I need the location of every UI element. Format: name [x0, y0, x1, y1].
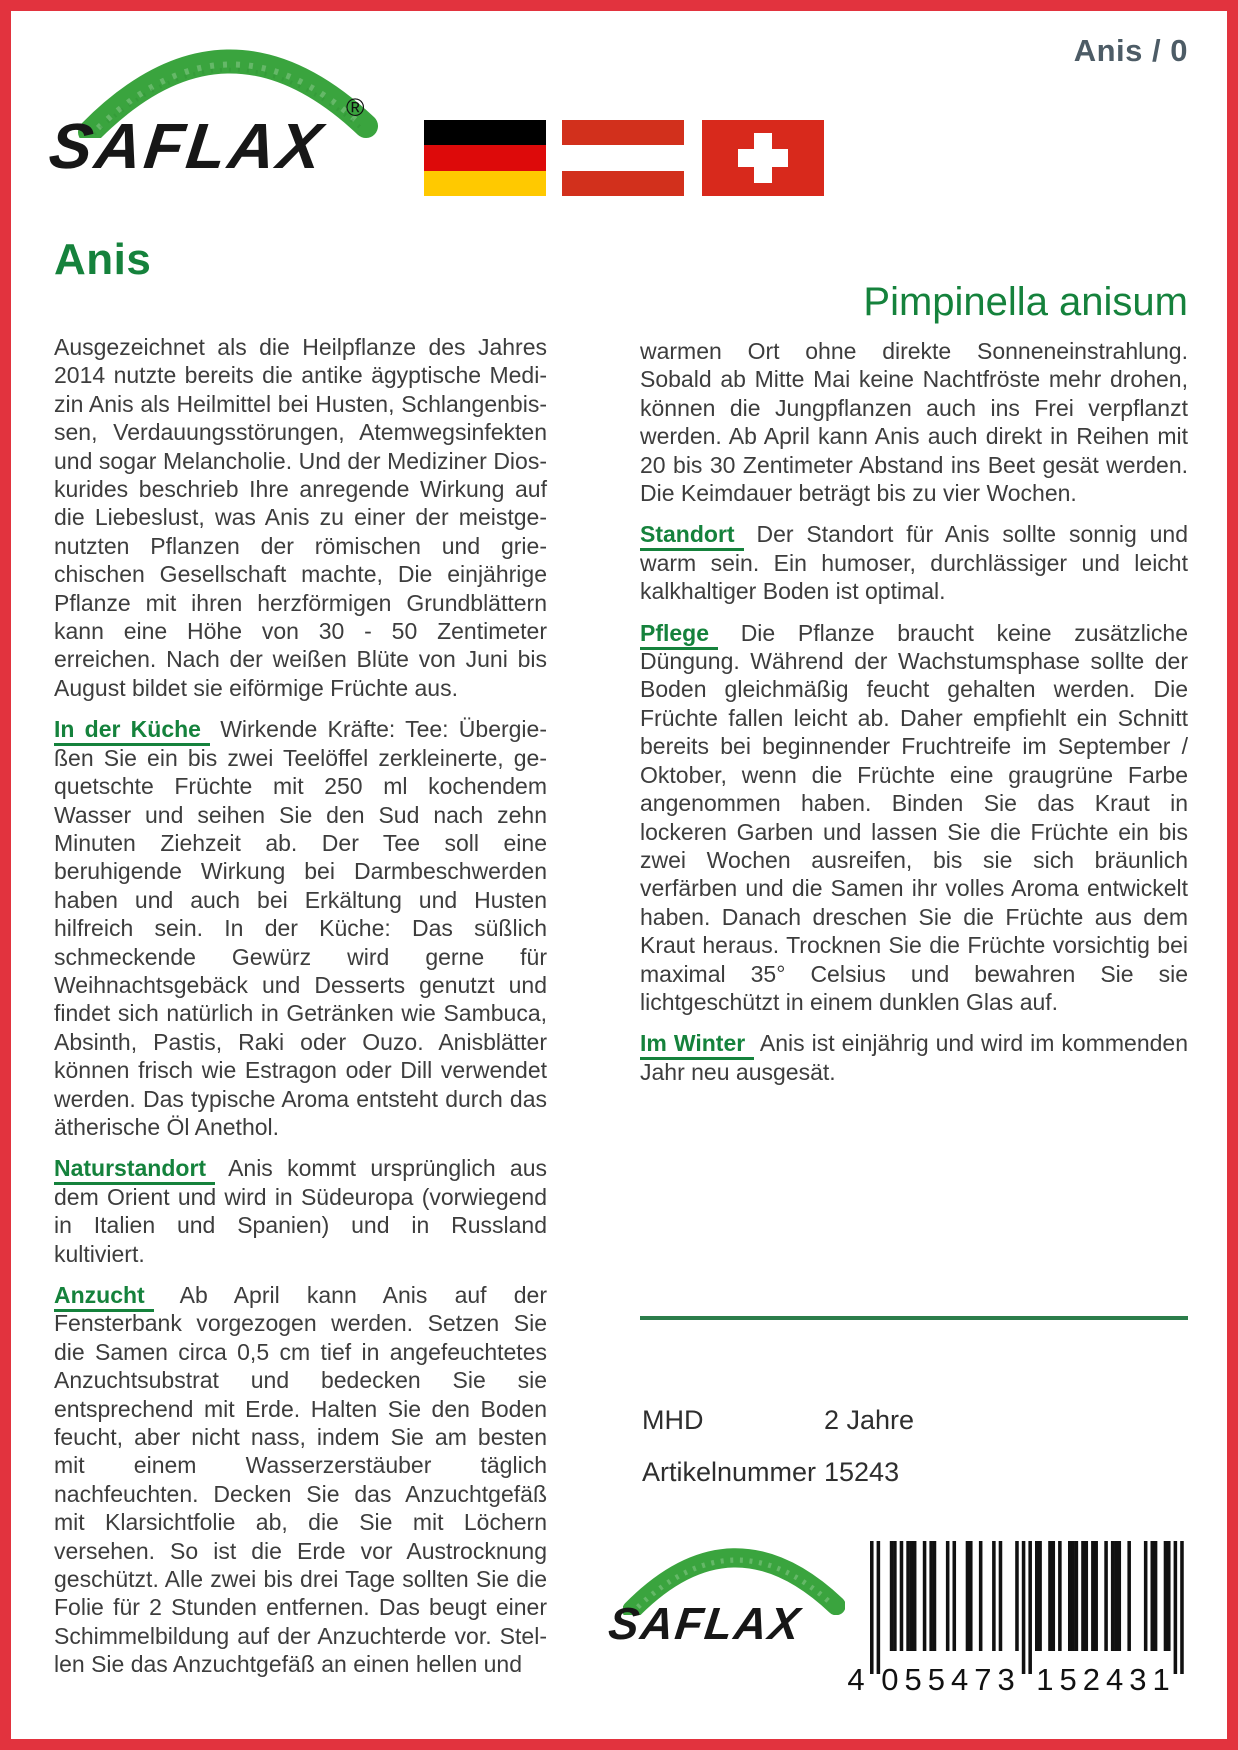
- barcode-bar: [953, 1541, 957, 1651]
- barcode-bar: [946, 1541, 950, 1651]
- flag-stripe: [424, 120, 546, 145]
- barcode-bar: [929, 1541, 933, 1651]
- barcode-bar: [1174, 1541, 1178, 1674]
- section-heading: Pflege: [640, 620, 718, 650]
- paragraph: Anzucht Ab April kann Anis auf der Fensterbank vorgezogen werden. Setzen Sie die Samen circa 0,5 cm tief in angefeuchtetes Anzuchtsubstrat und bedecken Sie sie entsprechend mit Erde. Halten Sie den Boden feucht, aber nicht nass, indem Sie am besten mit einem Wasserzerstäuber täglich nachfeuchten. Decken Sie das Anzuchtgefäß mit Klarsichtfolie ab, die Sie mit Löchern versehen. So ist die Erde vor Austrocknung geschützt. Alle zwei bis drei Tage sollten Sie die Folie für 2 Stunden entfernen. Das beugt einer Schimmelbildung auf der Anzuchterde vor. Stellen Sie das Anzuchtgefäß an einen hellen und: [54, 1282, 548, 1678]
- page-code: Anis / 0: [1073, 33, 1188, 68]
- paragraph: Im Winter Anis ist einjährig und wird im kommenden Jahr neu ausgesät.: [640, 1030, 1188, 1085]
- mhd-label: MHD: [642, 1405, 704, 1435]
- barcode-bar: [1038, 1541, 1042, 1651]
- barcode-bar: [1127, 1541, 1131, 1651]
- barcode-bar: [1164, 1541, 1168, 1651]
- barcode-bar: [1015, 1541, 1019, 1651]
- right-column-text: [640, 337, 1188, 1086]
- barcode-bar: [1094, 1541, 1098, 1651]
- barcode-bar: [1104, 1541, 1108, 1651]
- brand-wordmark: SAFLAX: [45, 110, 329, 182]
- paragraph: Standort Der Standort für Anis sollte sonnig und warm sein. Ein humoser, durchlässiger und leicht kalkhaltiger Boden ist optimal.: [640, 521, 1189, 605]
- saflax-logo-footer: [605, 1535, 861, 1685]
- barcode-bar: [906, 1541, 910, 1651]
- section-heading: Naturstandort: [54, 1155, 215, 1185]
- ean-barcode: [844, 1541, 1190, 1695]
- barcode-bar: [1075, 1541, 1079, 1651]
- mhd-value: 2 Jahre: [824, 1405, 915, 1435]
- article-number-value: 15243: [824, 1457, 900, 1487]
- barcode-bar: [1167, 1541, 1171, 1651]
- barcode-bar: [1091, 1541, 1095, 1651]
- barcode-bar: [1151, 1541, 1155, 1651]
- flag-stripe: [562, 120, 684, 145]
- barcode-bar: [923, 1541, 927, 1651]
- divider-line: [640, 1316, 1188, 1320]
- section-heading: Standort: [640, 521, 744, 551]
- barcode-bar: [1068, 1541, 1072, 1651]
- flag-stripe: [562, 145, 684, 170]
- paragraph: In der Küche Wirkende Kräfte: Tee: Übergießen Sie ein bis zwei Teelöffel zerkleinerte, gequetschte Früchte mit 250 ml kochendem Wasser und seihen Sie den Sud nach zehn Minuten Ziehzeit ab. Der Tee soll eine beruhigende Wirkung bei Darmbeschwerden haben und auch bei Erkältung und Husten hilfreich sein. In der Küche: Das süßlich schmeckende Gewürz wird gerne für Weihnachtsgebäck und Desserts genutzt und findet sich natürlich in Getränken wie Sambuca, Absinth, Pastis, Raki oder Ouzo. Anisblätter können frisch wie Estragon oder Dill verwendet werden. Das typische Aroma entsteht durch das ätherische Öl Anethol.: [54, 716, 548, 1140]
- flag-stripe: [424, 171, 546, 196]
- barcode-bar: [893, 1541, 897, 1651]
- barcode-bar: [1114, 1541, 1118, 1651]
- paragraph: Pflege Die Pflanze braucht keine zusätzliche Düngung. Während der Wachstumsphase sollte der Boden gleichmäßig feucht gehalten werden. Die Früchte fallen leicht ab. Daher empfiehlt ein Schnitt bereits bei beginnender Fruchtreife im September / Oktober, wenn die Früchte eine graugrüne Farbe angenommen haben. Binden Sie das Kraut in lockeren Garben und lassen Sie die Früchte ein bis zwei Wochen ausreifen, bis sie sich bräunlich verfärben und die Samen ihr volles Aroma entwickelt haben. Danach dreschen Sie die Früchte aus dem Kraut heraus. Trocknen Sie die Früchte vorsichtig bei maximal 35° Celsius und bewahren Sie sie lichtgeschützt in einem dunklen Glas auf.: [640, 619, 1189, 1015]
- barcode-bar: [870, 1541, 874, 1674]
- barcode-bar: [890, 1541, 894, 1651]
- barcode-bar: [1085, 1541, 1089, 1651]
- barcode-bar: [1111, 1541, 1115, 1651]
- barcode-bar: [1028, 1541, 1032, 1674]
- page-title: Anis: [54, 235, 152, 284]
- flag-germany: [424, 120, 546, 196]
- barcode-bar: [910, 1541, 914, 1651]
- right-column: [640, 279, 1188, 1099]
- barcode-bar: [933, 1541, 937, 1651]
- paragraph: Naturstandort Anis kommt ursprünglich aus dem Orient und wird in Südeuropa (vorwiegend in Italien und Spanien) und in Russland kultiviert.: [54, 1155, 547, 1267]
- barcode-bar: [900, 1541, 904, 1651]
- flag-switzerland: [702, 120, 824, 196]
- barcode-bar: [1180, 1541, 1184, 1674]
- saflax-logo: [45, 30, 395, 202]
- barcode-bar: [992, 1541, 996, 1651]
- barcode-bar: [913, 1541, 917, 1651]
- barcode-bar: [1118, 1541, 1122, 1651]
- barcode-bar: [979, 1541, 983, 1651]
- barcode-bar: [1154, 1541, 1158, 1651]
- barcode-bar: [1081, 1541, 1085, 1651]
- barcode-bar: [877, 1541, 881, 1674]
- section-heading: In der Küche: [54, 716, 210, 746]
- paragraph: Ausgezeichnet als die Heilpflanze des Jahres 2014 nutzte bereits die antike ägyptische Medizin Anis als Heilmittel bei Husten, Schlangenbissen, Verdauungsstörungen, Atemwegsinfekten und sogar Melancholie. Und der Mediziner Dioskurides beschrieb Ihre anregende Wirkung auf die Liebeslust, was Anis zu einer der meistgenutzten Pflanzen der römischen und griechischen Gesellschaft machte, Die einjährige Pflanze mit ihren herzförmigen Grundblättern kann eine Höhe von 30 - 50 Zentimeter erreichen. Nach der weißen Blüte von Juni bis August bildet sie eiförmige Früchte aus.: [54, 334, 547, 701]
- barcode-bar: [1022, 1541, 1026, 1674]
- barcode-bar: [969, 1541, 973, 1651]
- barcode-bar: [1048, 1541, 1052, 1651]
- barcode-bar: [1035, 1541, 1039, 1651]
- barcode-bar: [1144, 1541, 1148, 1651]
- flag-stripe: [424, 145, 546, 170]
- barcode-right-digits: 152431: [1036, 1662, 1176, 1695]
- section-heading: Im Winter: [640, 1030, 754, 1060]
- barcode-bar: [966, 1541, 970, 1651]
- barcode-prefix-digit: 4: [847, 1662, 865, 1695]
- latin-name: Pimpinella anisum: [863, 280, 1188, 324]
- swiss-cross-icon: [738, 149, 788, 167]
- barcode-bar: [1052, 1541, 1056, 1651]
- left-column: [54, 333, 547, 1692]
- barcode-left-digits: 055473: [881, 1662, 1021, 1695]
- barcode-bar: [1071, 1541, 1075, 1651]
- article-number-label: Artikelnummer: [642, 1457, 817, 1487]
- brand-wordmark: SAFLAX: [605, 1598, 805, 1649]
- section-heading: Anzucht: [54, 1282, 154, 1312]
- barcode-bar: [999, 1541, 1003, 1651]
- paragraph: warmen Ort ohne direkte Sonneneinstrahlung. Sobald ab Mitte Mai keine Nachtfröste mehr drohen, können die Jungpflanzen auch ins Frei verpflanzt werden. Ab April kann Anis auch direkt in Reihen mit 20 bis 30 Zentimeter Abstand ins Beet gesät werden. Die Keimdauer beträgt bis zu vier Wochen.: [640, 338, 1188, 507]
- flag-austria: [562, 120, 684, 196]
- barcode-bar: [1058, 1541, 1062, 1651]
- flag-stripe: [562, 171, 684, 196]
- registered-trademark-icon: ®: [346, 94, 365, 122]
